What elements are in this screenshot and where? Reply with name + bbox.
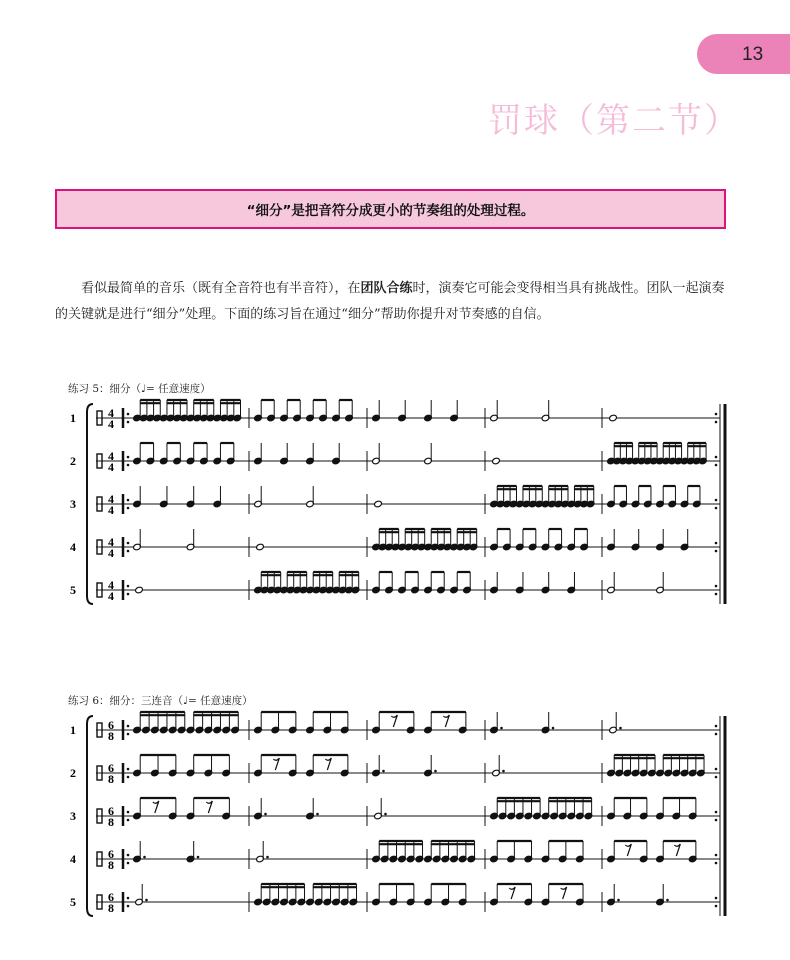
repeat-dot bbox=[127, 733, 130, 736]
time-signature-top: 6 bbox=[108, 718, 114, 732]
measure bbox=[490, 572, 576, 594]
time-signature-bottom: 8 bbox=[108, 815, 114, 829]
eighth-rest bbox=[674, 844, 680, 856]
measure bbox=[133, 486, 222, 508]
time-signature-top: 4 bbox=[108, 406, 114, 420]
exercise-5-label: 练习 5：细分（♩= 任意速度） bbox=[68, 383, 211, 395]
time-signature-bottom: 8 bbox=[108, 901, 114, 915]
repeat-dot bbox=[127, 550, 130, 553]
repeat-dot bbox=[715, 819, 718, 822]
measure bbox=[607, 443, 707, 465]
notation-row bbox=[133, 400, 618, 422]
notation-row bbox=[135, 884, 669, 906]
measure bbox=[135, 586, 144, 594]
eighth-rest bbox=[625, 844, 631, 856]
row-number: 4 bbox=[70, 852, 76, 866]
measure bbox=[372, 884, 467, 906]
augmentation-dot bbox=[384, 813, 387, 816]
measure bbox=[254, 798, 319, 820]
measure bbox=[372, 841, 476, 863]
repeat-dot bbox=[127, 897, 130, 900]
repeat-dot bbox=[715, 542, 718, 545]
repeat-dot bbox=[127, 811, 130, 814]
measure bbox=[133, 443, 235, 465]
repeat-dot bbox=[127, 768, 130, 771]
eighth-rest bbox=[273, 758, 279, 770]
time-signature-top: 4 bbox=[108, 535, 114, 549]
time-signature-bottom: 8 bbox=[108, 772, 114, 786]
measure bbox=[490, 798, 593, 820]
measure bbox=[133, 712, 240, 734]
repeat-dot bbox=[715, 456, 718, 459]
notation-row bbox=[133, 712, 622, 734]
repeat-dot bbox=[715, 897, 718, 900]
system-bracket bbox=[87, 716, 93, 916]
augmentation-dot bbox=[143, 856, 146, 859]
measure bbox=[607, 755, 705, 777]
row-number: 3 bbox=[70, 497, 76, 511]
paragraph-text-2: 时，演奏它可能会变得相当具有挑战性。团队一起演奏的关键就是进行“细分”处理。下面的练习旨在通过“细分”帮助你提升对节奏感的自信。 bbox=[55, 281, 725, 322]
measure bbox=[607, 486, 701, 508]
measure bbox=[254, 443, 341, 465]
notation-row bbox=[133, 755, 705, 777]
repeat-dot bbox=[715, 776, 718, 779]
exercise-6-label: 练习 6：细分：三连音（♩= 任意速度） bbox=[68, 695, 253, 707]
measure bbox=[609, 712, 622, 734]
time-signature-top: 6 bbox=[108, 761, 114, 775]
time-signature-bottom: 8 bbox=[108, 729, 114, 743]
exercise-6-score bbox=[0, 707, 790, 932]
eighth-rest bbox=[206, 801, 212, 813]
row-number: 1 bbox=[70, 723, 76, 737]
note-head bbox=[492, 457, 501, 465]
repeat-dot bbox=[715, 593, 718, 596]
eighth-rest bbox=[153, 801, 159, 813]
repeat-dot bbox=[127, 854, 130, 857]
measure bbox=[374, 798, 387, 820]
repeat-dot bbox=[127, 464, 130, 467]
row-number: 5 bbox=[70, 583, 76, 597]
time-signature-bottom: 4 bbox=[108, 546, 114, 560]
augmentation-dot bbox=[619, 727, 622, 730]
repeat-dot bbox=[127, 507, 130, 510]
callout-text: “细分”是把音符分成更小的节奏组的处理过程。 bbox=[246, 203, 535, 219]
repeat-dot bbox=[715, 854, 718, 857]
repeat-dot bbox=[715, 733, 718, 736]
measure bbox=[135, 884, 148, 906]
repeat-dot bbox=[127, 413, 130, 416]
measure bbox=[607, 572, 665, 594]
section-title: 罚球（第二节） bbox=[488, 101, 740, 141]
system-bracket bbox=[87, 404, 93, 604]
eighth-rest bbox=[561, 887, 567, 899]
time-signature-top: 4 bbox=[108, 449, 114, 463]
measure bbox=[133, 400, 242, 422]
augmentation-dot bbox=[500, 727, 503, 730]
measure bbox=[492, 457, 501, 465]
repeat-dot bbox=[715, 550, 718, 553]
row-number: 4 bbox=[70, 540, 76, 554]
time-signature-top: 6 bbox=[108, 890, 114, 904]
measure bbox=[490, 712, 555, 734]
repeat-dot bbox=[127, 862, 130, 865]
repeat-dot bbox=[715, 413, 718, 416]
measure bbox=[254, 572, 360, 594]
repeat-dot bbox=[127, 499, 130, 502]
repeat-dot bbox=[715, 421, 718, 424]
repeat-dot bbox=[715, 862, 718, 865]
repeat-dot bbox=[715, 768, 718, 771]
row-number: 3 bbox=[70, 809, 76, 823]
row-number: 1 bbox=[70, 411, 76, 425]
measure bbox=[133, 529, 195, 551]
augmentation-dot bbox=[145, 899, 148, 902]
paragraph-bold-term: 团队合练 bbox=[360, 281, 413, 296]
repeat-dot bbox=[127, 585, 130, 588]
measure bbox=[372, 400, 459, 422]
augmentation-dot bbox=[266, 856, 269, 859]
exercise-5-score bbox=[0, 395, 790, 615]
repeat-dot bbox=[127, 456, 130, 459]
augmentation-dot bbox=[552, 727, 555, 730]
time-signature-top: 6 bbox=[108, 804, 114, 818]
measure bbox=[256, 543, 265, 551]
notation-row bbox=[133, 841, 697, 863]
augmentation-dot bbox=[617, 899, 620, 902]
measure bbox=[372, 443, 433, 465]
measure bbox=[609, 414, 618, 422]
row-number: 2 bbox=[70, 454, 76, 468]
measure bbox=[374, 500, 383, 508]
measure bbox=[254, 400, 354, 422]
measure bbox=[254, 755, 349, 777]
note-head bbox=[374, 500, 383, 508]
notation-row bbox=[133, 529, 689, 551]
measure bbox=[607, 884, 669, 906]
page-number: 13 bbox=[742, 44, 764, 65]
repeat-dot bbox=[127, 905, 130, 908]
measure bbox=[372, 572, 472, 594]
repeat-dot bbox=[715, 585, 718, 588]
measure bbox=[490, 884, 584, 906]
measure bbox=[133, 798, 231, 820]
repeat-dot bbox=[715, 811, 718, 814]
paragraph-text-1: 看似最简单的音乐（既有全音符也有半音符），在 bbox=[81, 281, 361, 296]
measure bbox=[254, 486, 315, 508]
repeat-dot bbox=[715, 499, 718, 502]
time-signature-bottom: 8 bbox=[108, 858, 114, 872]
time-signature-top: 6 bbox=[108, 847, 114, 861]
augmentation-dot bbox=[316, 813, 319, 816]
augmentation-dot bbox=[502, 770, 505, 773]
row-number: 5 bbox=[70, 895, 76, 909]
eighth-rest bbox=[391, 715, 397, 727]
measure bbox=[254, 712, 349, 734]
measure bbox=[372, 755, 437, 777]
time-signature-top: 4 bbox=[108, 578, 114, 592]
measure bbox=[490, 400, 550, 422]
notation-row bbox=[133, 443, 707, 465]
augmentation-dot bbox=[666, 899, 669, 902]
measure bbox=[372, 712, 467, 734]
notation-row bbox=[133, 486, 701, 508]
measure bbox=[256, 841, 269, 863]
eighth-rest bbox=[443, 715, 449, 727]
note-head bbox=[256, 543, 265, 551]
measure bbox=[607, 841, 697, 863]
measure bbox=[492, 755, 505, 777]
notation-row bbox=[133, 798, 697, 820]
notation-row bbox=[135, 572, 665, 594]
augmentation-dot bbox=[197, 856, 200, 859]
time-signature-bottom: 4 bbox=[108, 417, 114, 431]
measure bbox=[607, 529, 689, 551]
repeat-dot bbox=[127, 593, 130, 596]
time-signature-bottom: 4 bbox=[108, 460, 114, 474]
measure bbox=[607, 798, 697, 820]
eighth-rest bbox=[325, 758, 331, 770]
repeat-dot bbox=[715, 507, 718, 510]
repeat-dot bbox=[715, 464, 718, 467]
measure bbox=[372, 529, 478, 551]
repeat-dot bbox=[715, 725, 718, 728]
time-signature-top: 4 bbox=[108, 492, 114, 506]
repeat-dot bbox=[127, 819, 130, 822]
measure bbox=[490, 529, 589, 551]
measure bbox=[490, 841, 584, 863]
measure bbox=[133, 841, 200, 863]
measure bbox=[133, 755, 231, 777]
repeat-dot bbox=[127, 776, 130, 779]
time-signature-bottom: 4 bbox=[108, 589, 114, 603]
measure bbox=[490, 486, 595, 508]
repeat-dot bbox=[127, 725, 130, 728]
row-number: 2 bbox=[70, 766, 76, 780]
augmentation-dot bbox=[434, 770, 437, 773]
note-head bbox=[135, 586, 144, 594]
repeat-dot bbox=[715, 905, 718, 908]
measure bbox=[254, 884, 358, 906]
intro-paragraph bbox=[55, 276, 735, 328]
eighth-rest bbox=[509, 887, 515, 899]
augmentation-dot bbox=[264, 813, 267, 816]
time-signature-bottom: 4 bbox=[108, 503, 114, 517]
note-head bbox=[609, 414, 618, 422]
augmentation-dot bbox=[382, 770, 385, 773]
definition-callout bbox=[55, 189, 726, 229]
repeat-dot bbox=[127, 421, 130, 424]
repeat-dot bbox=[127, 542, 130, 545]
